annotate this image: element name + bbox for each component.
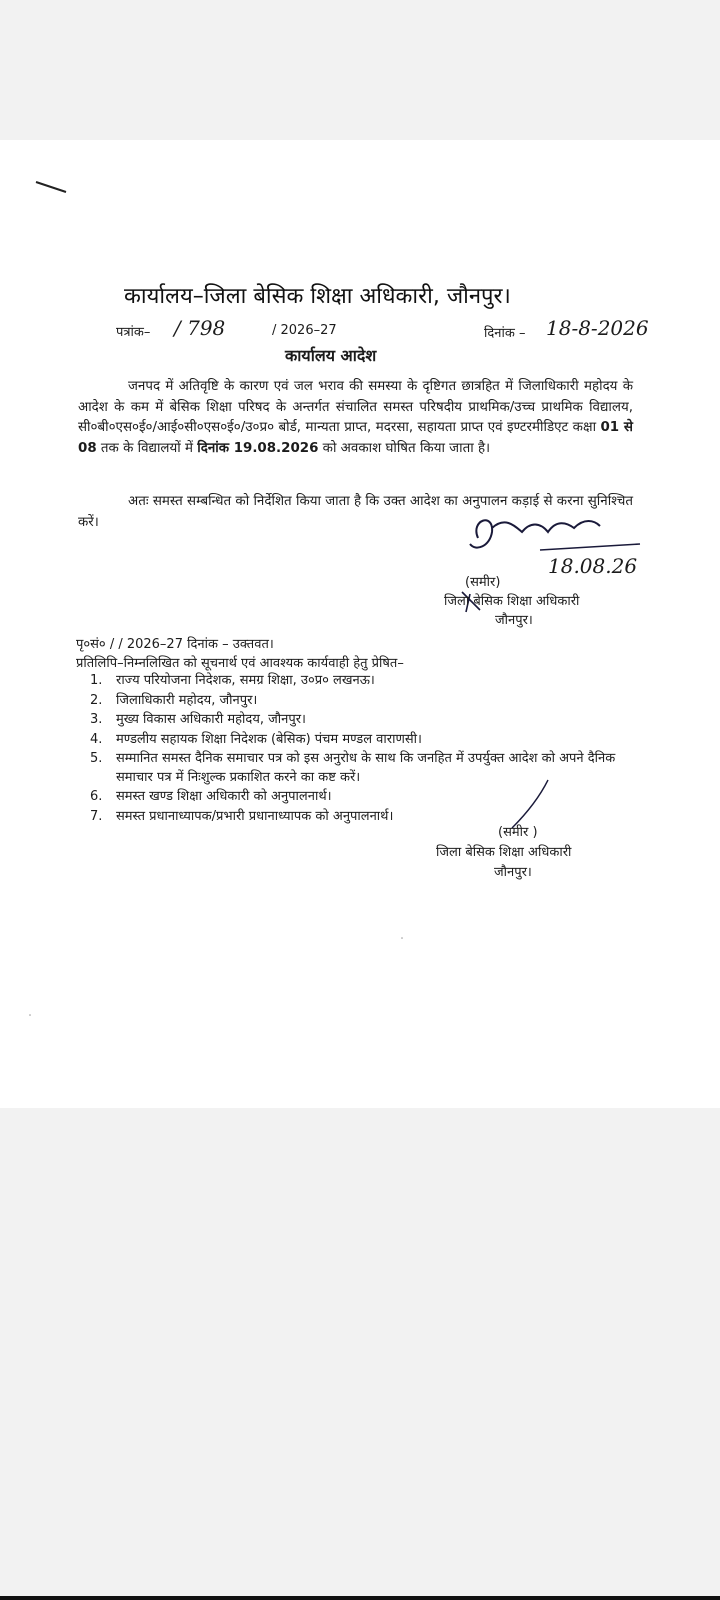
list-text: राज्य परियोजना निदेशक, समग्र शिक्षा, उ०प्र० लखनऊ।	[116, 673, 375, 688]
list-item	[86, 711, 626, 730]
order-title: कार्यालय आदेश	[285, 346, 377, 365]
signatory2-name: (समीर )	[498, 825, 538, 840]
signatory-name: (समीर)	[465, 575, 501, 590]
speck	[401, 937, 403, 939]
signature-underline	[540, 544, 640, 550]
order-paragraph	[78, 377, 633, 459]
signatory2-designation: जिला बेसिक शिक्षा अधिकारी	[436, 845, 572, 860]
instruction-paragraph: अतः समस्त सम्बन्धित को निर्देशित किया जाता है कि उक्त आदेश का अनुपालन कड़ाई से करना सुनिश्चित करें।	[78, 494, 633, 530]
list-number: 3.	[90, 712, 103, 727]
speck	[29, 1014, 31, 1016]
list-number: 1.	[90, 673, 103, 688]
signatory-designation: जिला बेसिक शिक्षा अधिकारी	[444, 594, 580, 609]
signatory2-place: जौनपुर।	[494, 865, 532, 880]
session-year: / 2026–27	[272, 323, 337, 338]
list-number: 2.	[90, 692, 103, 708]
list-item	[86, 808, 626, 827]
issue-date: 18-8-2026	[546, 316, 649, 340]
list-item	[86, 731, 626, 750]
signatory-place: जौनपुर।	[495, 613, 533, 628]
list-text: समस्त प्रधानाध्यापक/प्रभारी प्रधानाध्यापक को अनुपालनार्थ।	[116, 808, 394, 824]
list-number: 5.	[90, 751, 103, 766]
list-number: 6.	[90, 789, 103, 804]
signature-date: 18.08.26	[548, 554, 638, 578]
list-item	[86, 692, 626, 711]
copy-recipient-list	[86, 672, 626, 827]
list-text: जिलाधिकारी महोदय, जौनपुर।	[116, 692, 258, 708]
order-text: जनपद में अतिवृष्टि के कारण एवं जल भराव की समस्या के दृष्टिगत छात्रहित में जिलाधिकारी महोदय के आदेश के कम में बेसिक शिक्षा परिषद के अन्तर्गत संचालित समस्त परिषदीय प्राथमिक/उच्च प्राथमिक विद्यालय, सी०बी०एस०ई०/आई०सी०एस०ई०/उ०प्र० बोर्ड, मान्यता प्राप्त, मदरसा, सहायता प्राप्त एवं इण्टरमीडिएट कक्षा	[78, 379, 633, 435]
list-number: 4.	[90, 731, 103, 747]
copy-intro: प्रतिलिपि–निम्नलिखित को सूचनार्थ एवं आवश्यक कार्यवाही हेतु प्रेषित–	[76, 656, 404, 671]
order-text-c: को अवकाश घोषित किया जाता है।	[318, 440, 491, 456]
class-range: 01 से 08	[78, 420, 633, 456]
list-text: मुख्य विकास अधिकारी महोदय, जौनपुर।	[116, 712, 306, 727]
holiday-date: दिनांक 19.08.2026	[197, 440, 319, 456]
list-item	[86, 750, 626, 787]
gesture-bar[interactable]	[0, 1596, 720, 1600]
date-label: दिनांक –	[484, 326, 526, 341]
ref-number: / 798	[174, 316, 226, 340]
copy-reference: पृ०सं० / / 2026–27 दिनांक – उक्तवत।	[76, 637, 274, 652]
ref-label: पत्रांक–	[116, 325, 151, 340]
pen-stroke	[36, 182, 66, 192]
list-text: मण्डलीय सहायक शिक्षा निदेशक (बेसिक) पंचम मण्डल वाराणसी।	[116, 731, 422, 747]
list-item	[86, 788, 626, 807]
list-text: सम्मानित समस्त दैनिक समाचार पत्र को इस अनुरोध के साथ कि जनहित में उपर्युक्त आदेश को अपने दैनिक समाचार पत्र में निःशुल्क प्रकाशित करने का कष्ट करें।	[116, 751, 616, 785]
list-item	[86, 672, 626, 691]
office-heading: कार्यालय–जिला बेसिक शिक्षा अधिकारी, जौनपुर।	[124, 284, 511, 309]
list-number: 7.	[90, 808, 103, 824]
order-text-b: तक के विद्यालयों में	[96, 440, 198, 456]
document-page	[0, 140, 720, 1108]
list-text: समस्त खण्ड शिक्षा अधिकारी को अनुपालनार्थ।	[116, 789, 332, 804]
